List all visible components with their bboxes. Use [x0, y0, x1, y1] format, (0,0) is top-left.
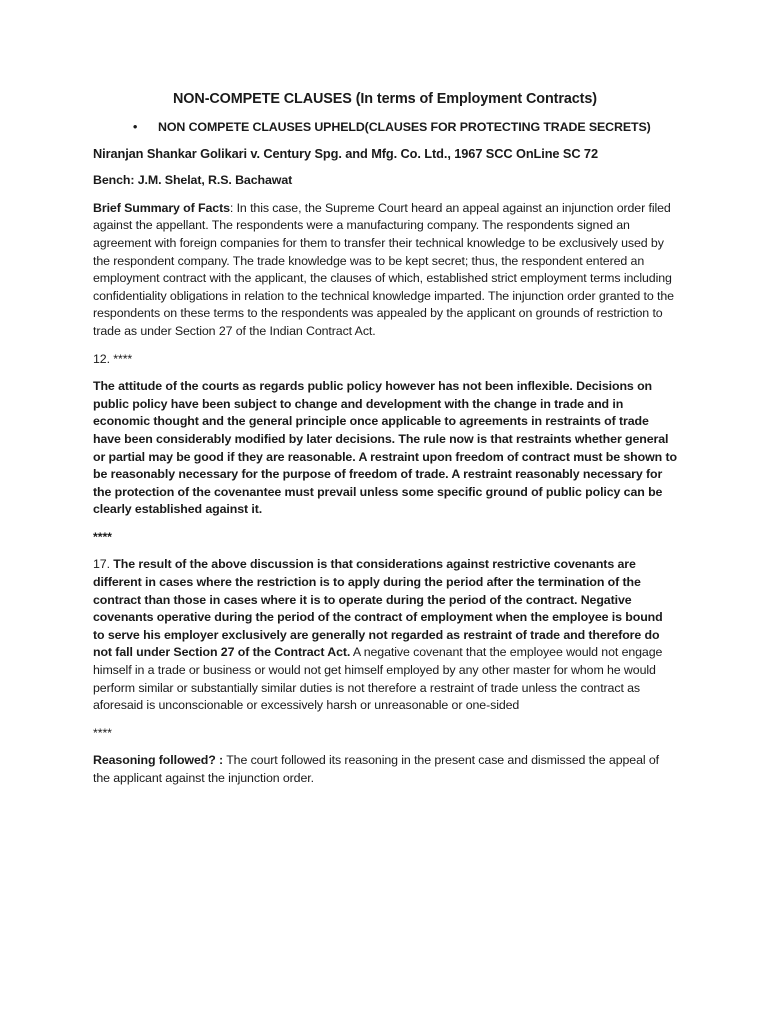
facts-paragraph	[93, 200, 677, 341]
para-17	[93, 556, 677, 714]
separator-stars-2: ****	[93, 725, 112, 740]
facts-label: Brief Summary of Facts	[93, 200, 230, 215]
para-17-normal-text: A negative covenant that the employee would not engage himself in a trade or business or would not get himself employed by any other master for whom he would perform similar or substantially similar duties is not therefore a restraint of trade unless the contract as aforesaid is unconscionable or excessively harsh or unreasonable or one-sided	[93, 645, 663, 713]
para-12-marker: 12. ****	[93, 351, 133, 366]
document-body	[93, 89, 677, 798]
para-17-bold-text: The result of the above discussion is that considerations against restrictive covenants are different in cases where the restriction is to apply during the period after the termination of the contract than those in cases where it is to operate during the period of the contract. Negative covenants operative during the period of the contract of employment when the employee is bound to serve his employer exclusively are generally not regarded as restraint of trade and therefore do not fall under Section 27 of the Contract Act.	[93, 557, 663, 660]
reasoning-text: The court followed its reasoning in the present case and dismissed the appeal of the applicant against the injunction order.	[93, 753, 660, 785]
para-12-text: The attitude of the courts as regards public policy however has not been inflexible. Decisions on public policy have been subject to change and development with the change in trade and in economic thought and the general principle once applicable to agreements in restraints of trade have been considerably modified by later decisions. The rule now is that restraints whether general or partial may be good if they are reasonable. A restraint upon freedom of contract must be shown to be reasonably necessary for the purpose of freedom of trade. A restraint reasonably necessary for the protection of the covenantee must prevail unless some specific ground of public policy can be clearly established against it.	[93, 379, 677, 517]
bullet-heading	[93, 119, 677, 137]
bench-line: Bench: J.M. Shelat, R.S. Bachawat	[93, 173, 293, 188]
bullet-icon: •	[133, 120, 138, 134]
reasoning-paragraph	[93, 752, 677, 787]
bullet-heading-text: NON COMPETE CLAUSES UPHELD(CLAUSES FOR PROTECTING TRADE SECRETS)	[158, 120, 651, 134]
document-title: NON-COMPETE CLAUSES (In terms of Employment Contracts)	[173, 91, 597, 107]
para-17-number: 17.	[93, 557, 114, 572]
separator-stars: ****	[93, 529, 112, 544]
case-citation: Niranjan Shankar Golikari v. Century Spg. and Mfg. Co. Ltd., 1967 SCC OnLine SC 72	[93, 145, 598, 161]
facts-text: : In this case, the Supreme Court heard an appeal against an injunction order filed against the appellant. The respondents were a manufacturing company. The respondents signed an agreement with foreign companies for them to transfer their technical knowledge to be exclusively used by the respondent company. The trade knowledge was to be kept secret; thus, the respondent entered an employment contract with the applicant, the clauses of which, established strict employment terms including confidentiality obligations in relation to the technical knowledge imparted. The injunction order granted to the respondents on these terms to the respondents was appealed by the applicant on grounds of restriction to trade as under Section 27 of the Indian Contract Act.	[93, 200, 674, 338]
reasoning-label: Reasoning followed? :	[93, 753, 224, 768]
